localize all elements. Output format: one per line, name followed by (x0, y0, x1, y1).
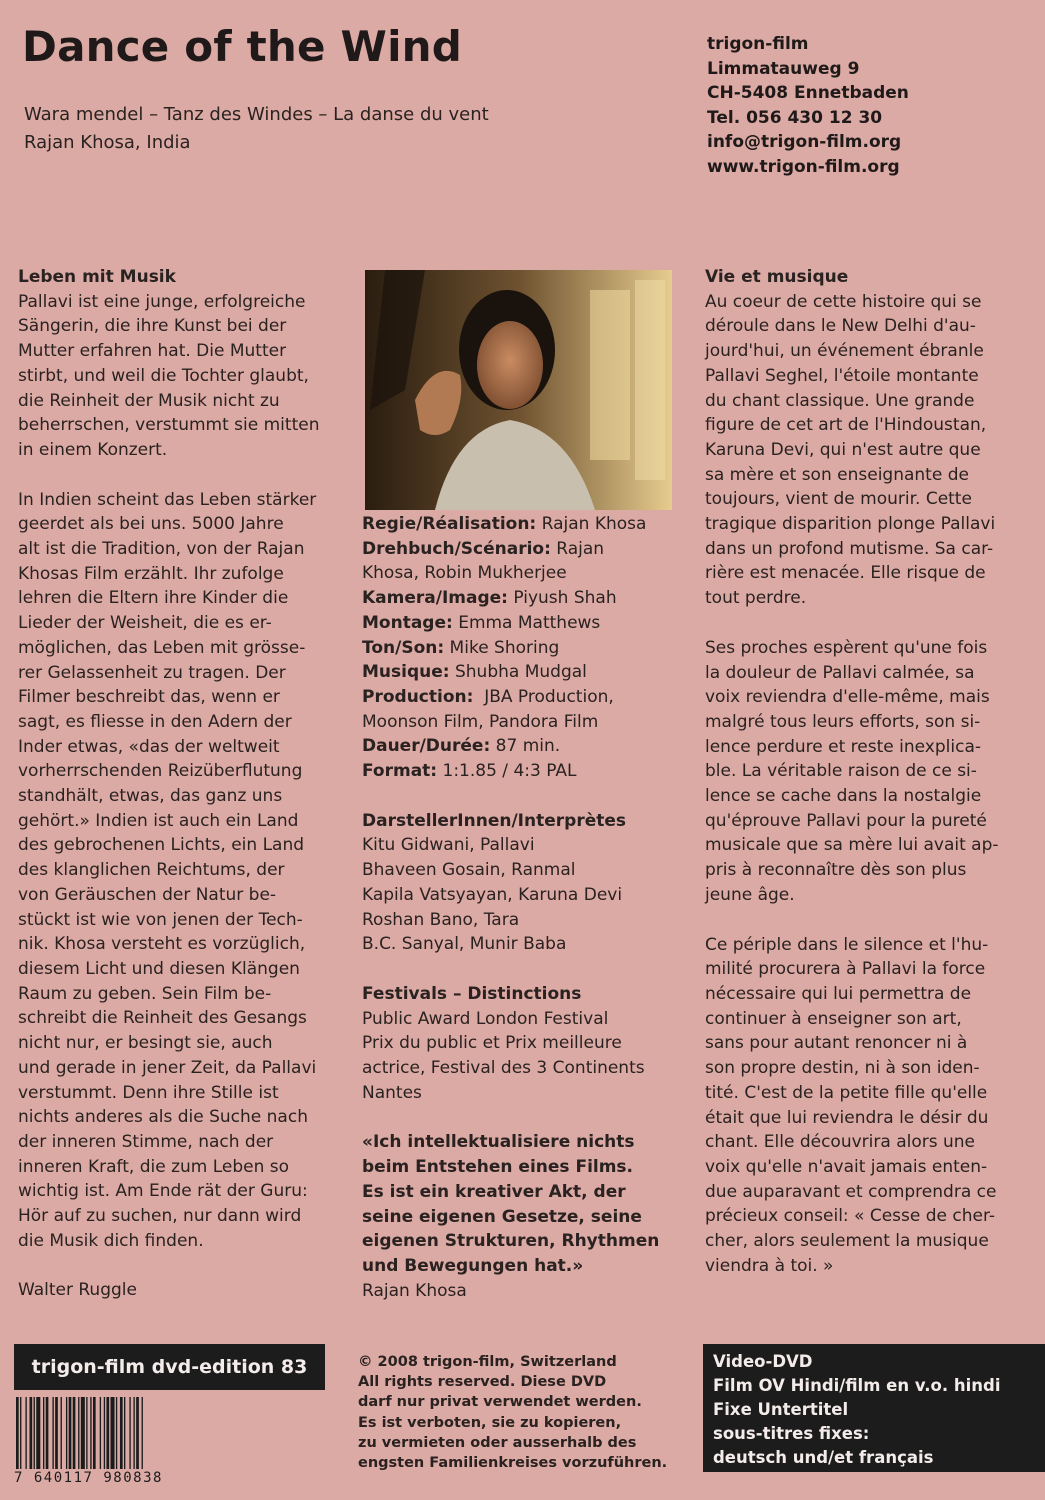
text-line: Es ist ein kreativer Akt, der (362, 1181, 626, 1202)
credit-label: Drehbuch/Scénario: (362, 538, 551, 559)
credit-row (362, 537, 682, 562)
barcode-bar (111, 1397, 115, 1469)
text-line: Film OV Hindi/film en v.o. hindi (713, 1376, 1001, 1395)
text-line: lehren die Eltern ihre Kinder die (18, 588, 289, 609)
text-line: toujours, vient de mourir. Cette (705, 489, 972, 510)
text-line: due auparavant et comprendra ce (705, 1181, 997, 1202)
credit-label: Montage: (362, 612, 453, 633)
barcode-bar (129, 1397, 130, 1469)
text-line: malgré tous leurs efforts, son si- (705, 711, 981, 732)
french-paragraph-3 (705, 933, 1025, 1279)
credit-label: Dauer/Durée: (362, 736, 491, 757)
website-link[interactable]: www.trigon-film.org (707, 156, 900, 177)
credit-row (362, 660, 682, 685)
text-line: Khosas Film erzählt. Ihr zufolge (18, 563, 284, 584)
credit-row (362, 734, 682, 759)
text-line: beim Entstehen eines Films. (362, 1157, 634, 1178)
text-line: von Geräuschen der Natur be- (18, 884, 277, 905)
text-line: Raum zu geben. Sein Film be- (18, 983, 272, 1004)
barcode-bar (73, 1397, 76, 1469)
credit-label: Regie/Réalisation: (362, 514, 537, 534)
credit-row (362, 636, 682, 661)
text-line: möglichen, das Leben mit grösse- (18, 637, 306, 658)
text-line: eigenen Strukturen, Rhythmen (362, 1231, 660, 1252)
credit-row (362, 759, 682, 784)
text-line: vorherrschenden Reizüberflutung (18, 761, 303, 782)
credit-value: Rajan (550, 538, 605, 559)
barcode-bar (16, 1397, 19, 1469)
text-line: pris à reconnaître dès son plus (705, 860, 967, 881)
text-line: Public Award London Festival (362, 1008, 609, 1029)
subtitle: Wara mendel – Tanz des Windes – La danse du vent (24, 104, 489, 125)
text-line: engsten Familienkreises vorzuführen. (358, 1455, 668, 1472)
text-line: Nantes (362, 1082, 422, 1103)
text-line: rer Gelassenheit zu tragen. Der (18, 662, 286, 683)
text-line: «Ich intellektualisiere nichts (362, 1132, 635, 1153)
text-line: la douleur de Pallavi calmée, sa (705, 662, 975, 683)
text-line: nicht nur, er besingt sie, auch (18, 1033, 273, 1054)
text-line: Video-DVD (713, 1352, 813, 1371)
text-line: dans un profond mutisme. Sa car- (705, 538, 994, 559)
text-line: était que lui reviendra le désir du (705, 1107, 989, 1128)
text-line: In Indien scheint das Leben stärker (18, 489, 317, 510)
credit-label: Production: (362, 686, 474, 707)
text-line: die Reinheit der Musik nicht zu (18, 390, 280, 411)
barcode-bar (36, 1397, 40, 1469)
text-line: jeune âge. (705, 884, 795, 905)
text-line: voix reviendra d'elle-même, mais (705, 687, 990, 708)
barcode-bar (30, 1397, 33, 1469)
barcode-bar (43, 1397, 44, 1469)
text-line: Lieder der Weisheit, die es er- (18, 613, 272, 634)
barcode-bar (116, 1397, 117, 1469)
text-line: tout perdre. (705, 588, 807, 609)
barcode-bar (52, 1397, 53, 1469)
french-paragraph-1 (705, 290, 1025, 611)
credit-value: Khosa, Robin Mukherjee (362, 563, 567, 584)
credit-value: Rajan Khosa (536, 514, 647, 534)
german-heading: Leben mit Musik (18, 267, 176, 287)
credit-row (362, 512, 682, 537)
page-title: Dance of the Wind (22, 22, 463, 71)
text-line: continuer à enseigner son art, (705, 1008, 962, 1029)
text-line: sa mère et son enseignante de (705, 464, 969, 485)
credit-label: Musique: (362, 662, 450, 683)
text-line: Prix du public et Prix meilleure (362, 1033, 622, 1054)
text-line: musicale que sa mère lui avait ap- (705, 835, 999, 856)
credit-value: 87 min. (490, 736, 561, 757)
text-line: nik. Khosa versteht es vorzüglich, (18, 934, 306, 955)
barcode-bar (124, 1397, 125, 1469)
german-author: Walter Ruggle (18, 1280, 137, 1301)
text-line: Mutter erfahren hat. Die Mutter (18, 341, 287, 362)
barcode-bar (78, 1397, 79, 1469)
text-line: déroule dans le New Delhi d'au- (705, 316, 976, 337)
director-quote (362, 1130, 682, 1278)
text-line: Karuna Devi, qui n'est autre que (705, 439, 981, 460)
text-line: nichts anderes als die Suche nach (18, 1107, 308, 1128)
director-country: Rajan Khosa, India (24, 132, 191, 153)
french-heading: Vie et musique (705, 267, 849, 287)
legal-lines (358, 1352, 667, 1473)
barcode-bar (90, 1397, 91, 1469)
barcode-bar (120, 1397, 123, 1469)
festivals-list (362, 1007, 682, 1106)
barcode-graphic (14, 1397, 252, 1469)
text-line: die Musik dich finden. (18, 1230, 204, 1251)
text-line: Ce périple dans le silence et l'hu- (705, 934, 989, 955)
credits-column (362, 512, 682, 1303)
text-line: Inder etwas, «das der weltweit (18, 736, 280, 757)
text-line: milité procurera à Pallavi la force (705, 959, 986, 980)
credit-value: 1:1.85 / 4:3 PAL (437, 761, 577, 782)
email-link[interactable]: info@trigon-film.org (707, 132, 902, 152)
address-line: CH-5408 Ennetbaden (707, 83, 909, 103)
credit-value: Emma Matthews (452, 612, 601, 633)
quote-author: Rajan Khosa (362, 1280, 467, 1301)
text-line: diesem Licht und diesen Klängen (18, 958, 300, 979)
credit-row (362, 611, 682, 636)
address-line: Tel. 056 430 12 30 (707, 107, 883, 128)
credit-row (362, 561, 682, 586)
text-line: Pallavi Seghel, l'étoile montante (705, 365, 979, 386)
cast-heading: DarstellerInnen/Interprètes (362, 810, 627, 831)
text-line: seine eigenen Gesetze, seine (362, 1206, 642, 1227)
barcode-bar (93, 1397, 96, 1469)
text-line: in einem Konzert. (18, 439, 168, 460)
text-line: ble. La véritable raison de ce si- (705, 761, 977, 782)
text-line: Au coeur de cette histoire qui se (705, 291, 982, 312)
text-line: chant. Elle découvrira alors une (705, 1132, 975, 1153)
barcode-bar (86, 1397, 87, 1469)
french-synopsis (705, 265, 1025, 1278)
credits-list (362, 512, 682, 784)
text-line: nécessaire qui lui permettra de (705, 983, 972, 1004)
credit-value: Moonson Film, Pandora Film (362, 711, 599, 732)
barcode-bar (66, 1397, 67, 1469)
distributor-address (707, 32, 909, 179)
text-line: Filmer beschreibt das, wenn er (18, 687, 280, 708)
text-line: der inneren Stimme, nach der (18, 1131, 274, 1152)
barcode-bar (61, 1397, 62, 1469)
barcode-bar (20, 1397, 21, 1469)
barcode-bar (25, 1397, 26, 1469)
text-line: figure de cet art de l'Hindoustan, (705, 415, 987, 436)
credit-label: Ton/Son: (362, 637, 445, 658)
text-line: darf nur privat verwendet werden. (358, 1394, 642, 1411)
film-still-illustration (365, 270, 672, 510)
text-line: Kitu Gidwani, Pallavi (362, 835, 535, 856)
text-line: Ses proches espèrent qu'une fois (705, 637, 988, 658)
text-line: stückt ist wie von jenen der Tech- (18, 909, 303, 930)
address-line: Limmatauweg 9 (707, 58, 860, 79)
barcode-number: 7 640117 980838 (14, 1470, 163, 1486)
text-line: gehört.» Indien ist auch ein Land (18, 810, 299, 831)
text-line: beherrschen, verstummt sie mitten (18, 415, 320, 436)
barcode-bar (136, 1397, 139, 1469)
barcode-bar (55, 1397, 58, 1469)
text-line: inneren Kraft, die zum Leben so (18, 1156, 290, 1177)
text-line: stirbt, und weil die Tochter glaubt, (18, 365, 309, 386)
text-line: Roshan Bano, Tara (362, 909, 520, 930)
barcode-bar (106, 1397, 109, 1469)
cast-list (362, 833, 682, 957)
credit-value: Piyush Shah (507, 588, 617, 609)
text-line: précieux conseil: « Cesse de cher- (705, 1206, 996, 1227)
text-line: wichtig ist. Am Ende rät der Guru: (18, 1181, 308, 1202)
text-line: zu vermieten oder ausserhalb des (358, 1434, 637, 1451)
text-line: schreibt die Reinheit des Gesangs (18, 1008, 307, 1029)
text-line: actrice, Festival des 3 Continents (362, 1058, 645, 1079)
film-still-image (365, 270, 672, 510)
credit-value: JBA Production, (473, 686, 614, 707)
text-line: du chant classique. Une grande (705, 390, 975, 411)
text-line: All rights reserved. Diese DVD (358, 1374, 607, 1391)
text-line: cher, alors seulement la musique (705, 1231, 989, 1252)
text-line: Pallavi ist eine junge, erfolgreiche (18, 291, 306, 312)
credit-value: Mike Shoring (444, 637, 560, 658)
credit-row (362, 685, 682, 710)
barcode-bar (69, 1397, 72, 1469)
legal-notice (358, 1352, 667, 1473)
text-line: alt ist die Tradition, von der Rajan (18, 539, 305, 560)
dvd-info-box (703, 1344, 1045, 1472)
text-line: sagt, es fliesse in den Adern der (18, 711, 292, 732)
text-line: viendra à toi. » (705, 1255, 834, 1276)
text-line: B.C. Sanyal, Munir Baba (362, 934, 567, 955)
text-line: voix qu'elle n'avait jamais enten- (705, 1156, 988, 1177)
edition-label: trigon-film dvd-edition 83 (14, 1344, 325, 1390)
dvd-info-lines (713, 1350, 1045, 1470)
text-line: qu'éprouve Pallavi pour la pureté (705, 810, 987, 831)
german-paragraph-1 (18, 290, 338, 463)
text-line: Kapila Vatsyayan, Karuna Devi (362, 884, 623, 905)
text-line: deutsch und/et français (713, 1448, 934, 1467)
text-line: © 2008 trigon-film, Switzerland (358, 1354, 617, 1370)
credit-row (362, 710, 682, 735)
text-line: des klanglichen Reichtums, der (18, 860, 285, 881)
text-line: lence se cache dans la nostalgie (705, 786, 982, 807)
barcode-bar (104, 1397, 105, 1469)
text-line: tité. C'est de la petite fille qu'elle (705, 1082, 988, 1103)
credit-label: Format: (362, 761, 438, 782)
text-line: tragique disparition plonge Pallavi (705, 514, 996, 535)
text-line: geerdet als bei uns. 5000 Jahre (18, 514, 284, 535)
text-line: des gebrochenen Lichts, ein Land (18, 835, 305, 856)
text-line: lence perdure et reste inexplica- (705, 736, 981, 757)
text-line: sans pour autant renoncer ni à (705, 1033, 968, 1054)
barcode-bar (34, 1397, 35, 1469)
text-line: Sängerin, die ihre Kunst bei der (18, 316, 287, 337)
french-paragraph-2 (705, 636, 1025, 908)
text-line: standhält, etwas, das ganz uns (18, 786, 283, 807)
text-line: rière est menacée. Elle risque de (705, 563, 986, 584)
barcode-bar (81, 1397, 85, 1469)
text-line: und gerade in jener Zeit, da Pallavi (18, 1057, 317, 1078)
text-line: son propre destin, ni à son iden- (705, 1058, 980, 1079)
text-line: jourd'hui, un événement ébranle (705, 341, 984, 362)
address-line: trigon-film (707, 34, 809, 54)
text-line: Hör auf zu suchen, nur dann wird (18, 1206, 302, 1227)
credit-value: Shubha Mudgal (449, 662, 587, 683)
text-line: Fixe Untertitel (713, 1400, 849, 1419)
german-paragraph-2 (18, 488, 338, 1254)
text-line: sous-titres fixes: (713, 1424, 870, 1443)
barcode-bar (46, 1397, 49, 1469)
barcode-bar (133, 1397, 134, 1469)
credit-row (362, 586, 682, 611)
text-line: und Bewegungen hat.» (362, 1255, 584, 1276)
text-line: Es ist verboten, sie zu kopieren, (358, 1414, 622, 1431)
german-synopsis (18, 265, 338, 1303)
text-line: Bhaveen Gosain, Ranmal (362, 860, 576, 881)
credit-label: Kamera/Image: (362, 588, 508, 609)
text-line: verstummt. Denn ihre Stille ist (18, 1082, 279, 1103)
barcode-bar (100, 1397, 101, 1469)
barcode-bar (142, 1397, 143, 1469)
festivals-heading: Festivals – Distinctions (362, 983, 582, 1004)
